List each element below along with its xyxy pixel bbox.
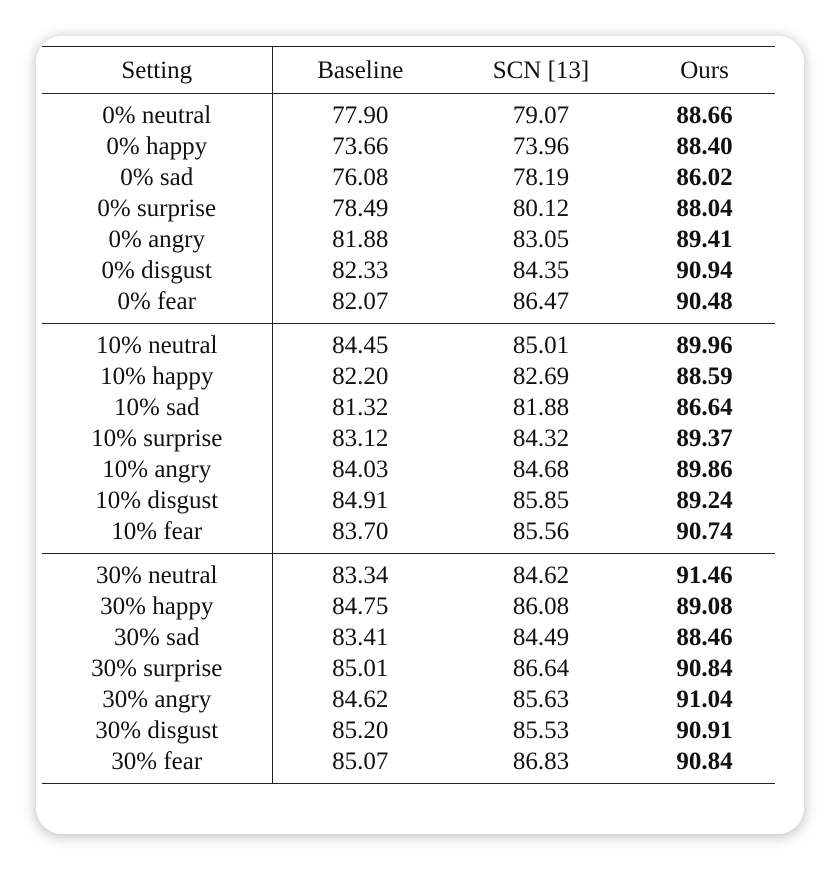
cell-baseline: 84.62	[332, 686, 389, 713]
cell-baseline: 83.34	[332, 562, 389, 589]
cell-ours: 89.41	[676, 226, 733, 253]
cell-setting: 10% angry	[42, 454, 272, 485]
cell-ours: 88.46	[676, 624, 733, 651]
cell-scn: 85.01	[512, 332, 570, 359]
cell-baseline: 85.01	[332, 655, 389, 682]
cell-baseline: 82.07	[332, 288, 389, 315]
header-baseline: Baseline	[317, 56, 404, 84]
cell-ours: 89.96	[676, 332, 733, 359]
cell-setting: 30% disgust	[42, 715, 272, 746]
cell-baseline: 77.90	[332, 102, 389, 129]
table-row	[42, 684, 775, 715]
cell-ours: 90.94	[676, 257, 733, 284]
table-row	[42, 131, 775, 162]
cell-ours: 89.37	[676, 425, 733, 452]
cell-ours: 88.04	[676, 195, 733, 222]
table-row	[42, 361, 775, 392]
cell-setting: 10% disgust	[42, 485, 272, 516]
table-row	[42, 653, 775, 684]
cell-ours: 90.91	[676, 717, 733, 744]
cell-setting: 0% disgust	[42, 255, 272, 286]
cell-scn: 81.88	[512, 394, 570, 421]
cell-baseline: 85.07	[332, 748, 389, 775]
cell-scn: 85.63	[512, 686, 570, 713]
group-0-percent	[42, 94, 775, 324]
cell-baseline: 81.88	[332, 226, 389, 253]
cell-setting: 0% fear	[42, 286, 272, 324]
cell-ours: 90.84	[676, 748, 733, 775]
cell-baseline: 78.49	[332, 195, 389, 222]
cell-setting: 10% neutral	[42, 324, 272, 362]
cell-baseline: 83.41	[332, 624, 389, 651]
table-row	[42, 392, 775, 423]
cell-baseline: 82.20	[332, 363, 389, 390]
cell-scn: 86.64	[512, 655, 570, 682]
cell-ours: 86.02	[676, 164, 733, 191]
cell-baseline: 84.75	[332, 593, 389, 620]
header-scn: SCN [13]	[492, 56, 590, 84]
table-row	[42, 715, 775, 746]
cell-baseline: 84.45	[332, 332, 389, 359]
cell-setting: 10% surprise	[42, 423, 272, 454]
cell-scn: 85.53	[512, 717, 570, 744]
cell-setting: 0% surprise	[42, 193, 272, 224]
cell-setting: 0% neutral	[42, 94, 272, 132]
table-row	[42, 193, 775, 224]
cell-baseline: 84.03	[332, 456, 389, 483]
cell-ours: 89.24	[676, 487, 733, 514]
cell-ours: 88.66	[676, 102, 733, 129]
cell-setting: 30% sad	[42, 622, 272, 653]
cell-baseline: 83.70	[332, 518, 389, 545]
table-row	[42, 255, 775, 286]
cell-setting: 10% sad	[42, 392, 272, 423]
cell-baseline: 81.32	[332, 394, 389, 421]
cell-setting: 30% happy	[42, 591, 272, 622]
table-row	[42, 516, 775, 554]
cell-scn: 82.69	[512, 363, 570, 390]
cell-ours: 89.08	[676, 593, 733, 620]
cell-scn: 86.08	[512, 593, 570, 620]
cell-scn: 84.32	[512, 425, 570, 452]
table-row	[42, 554, 775, 592]
cell-scn: 84.68	[512, 456, 570, 483]
cell-baseline: 76.08	[332, 164, 389, 191]
cell-ours: 89.86	[676, 456, 733, 483]
cell-baseline: 83.12	[332, 425, 389, 452]
cell-scn: 80.12	[512, 195, 570, 222]
cell-setting: 30% fear	[42, 746, 272, 784]
results-table	[42, 46, 775, 784]
table-row	[42, 423, 775, 454]
cell-ours: 86.64	[676, 394, 733, 421]
cell-setting: 0% sad	[42, 162, 272, 193]
table-row	[42, 286, 775, 324]
cell-ours: 90.48	[676, 288, 733, 315]
cell-scn: 78.19	[512, 164, 570, 191]
cell-ours: 91.04	[676, 686, 733, 713]
header-row	[42, 47, 775, 94]
cell-ours: 90.84	[676, 655, 733, 682]
header-setting: Setting	[42, 47, 272, 94]
table-row	[42, 622, 775, 653]
cell-setting: 10% happy	[42, 361, 272, 392]
cell-baseline: 82.33	[332, 257, 389, 284]
table-row	[42, 224, 775, 255]
cell-setting: 30% surprise	[42, 653, 272, 684]
cell-scn: 79.07	[512, 102, 570, 129]
table-row	[42, 454, 775, 485]
cell-scn: 84.62	[512, 562, 570, 589]
cell-ours: 91.46	[676, 562, 733, 589]
cell-scn: 84.35	[512, 257, 570, 284]
cell-ours: 88.40	[676, 133, 733, 160]
cell-scn: 85.85	[512, 487, 570, 514]
cell-baseline: 85.20	[332, 717, 389, 744]
cell-scn: 84.49	[512, 624, 570, 651]
cell-ours: 88.59	[676, 363, 733, 390]
table-header	[42, 47, 775, 94]
cell-setting: 0% angry	[42, 224, 272, 255]
cell-scn: 86.47	[512, 288, 570, 315]
table-row	[42, 162, 775, 193]
table-row	[42, 485, 775, 516]
header-ours: Ours	[680, 56, 729, 84]
cell-scn: 85.56	[512, 518, 570, 545]
cell-ours: 90.74	[676, 518, 733, 545]
table-row	[42, 94, 775, 132]
cell-setting: 0% happy	[42, 131, 272, 162]
cell-scn: 73.96	[512, 133, 570, 160]
cell-setting: 10% fear	[42, 516, 272, 554]
cell-setting: 30% angry	[42, 684, 272, 715]
cell-baseline: 73.66	[332, 133, 389, 160]
group-30-percent	[42, 554, 775, 784]
cell-baseline: 84.91	[332, 487, 389, 514]
cell-scn: 86.83	[512, 748, 570, 775]
table-row	[42, 746, 775, 784]
cell-setting: 30% neutral	[42, 554, 272, 592]
table-row	[42, 324, 775, 362]
cell-scn: 83.05	[512, 226, 570, 253]
group-10-percent	[42, 324, 775, 554]
table-row	[42, 591, 775, 622]
